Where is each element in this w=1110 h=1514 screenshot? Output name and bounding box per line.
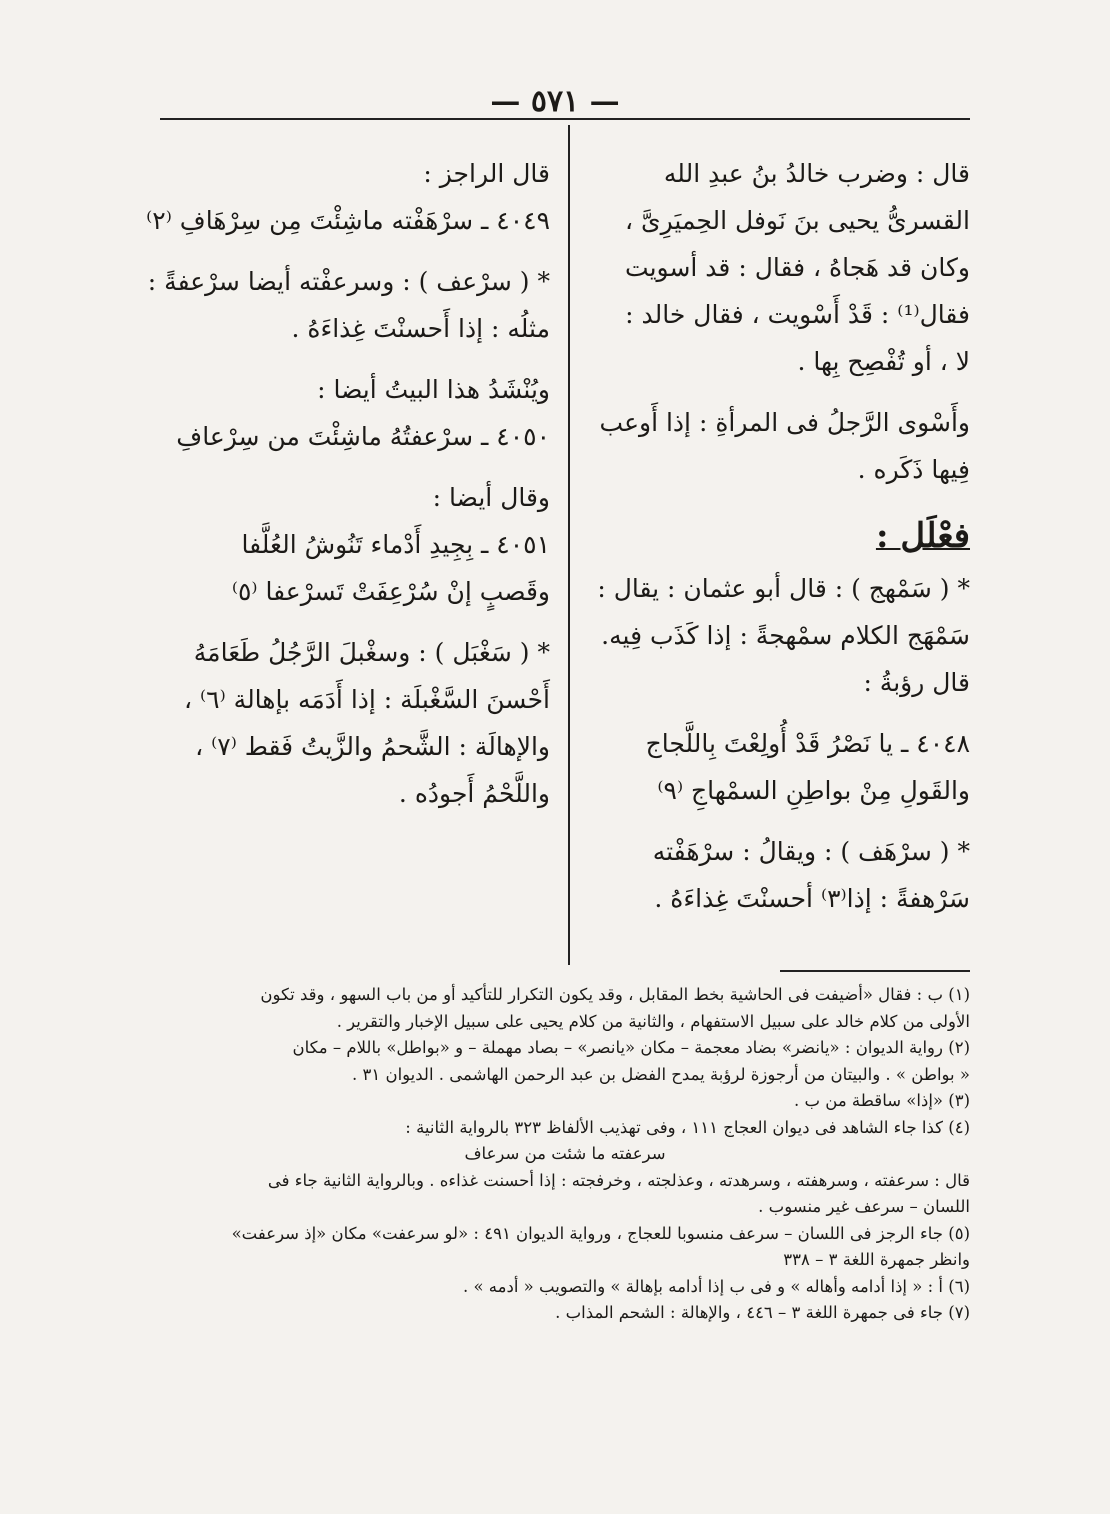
verse-line: ٤٠٥٠ ـ سرْعفتُهُ ماشِئْتَ من سِرْعافِ [176,422,550,451]
text-line: واللَّحْمُ أَجودُه . [398,779,550,808]
text-line: وكان قد هَجاهُ ، فقال : قد أسويت [625,253,970,282]
footnote-line: (٥) جاء الرجز فى اللسان – سرعف منسوبا للعجاج ، ورواية الديوان ٤٩١ : «لو سرعفت» مكان «إذ سرعفت» [231,1223,970,1243]
text-line: والإهالَة : الشَّحمُ والزَّيتُ فَقط ⁽٧⁾ ، [195,732,550,761]
text-line: فقال⁽¹⁾ : قَدْ أَسْويت ، فقال خالد : [625,300,970,329]
footnote-line: الأولى من كلام خالد على سبيل الاستفهام ، والثانية من كلام يحيى على سبيل الإخبار والتقرير . [336,1011,970,1031]
text-line: * ( سرْعف ) : وسرعفْته أيضا سرْعفةً : [147,267,550,296]
footnote-line: (١) ب : فقال «أضيفت فى الحاشية بخط المقابل ، وقد يكون التكرار للتأكيد أو من باب السهو ، وقد تكون [260,985,970,1004]
footnotes [160,982,970,1327]
footnote-line: اللسان – سرعف غير منسوب . [758,1197,970,1216]
footnote-line: (٢) رواية الديوان : «يانضر» بضاد معجمة – مكان «يانصر» – بصاد مهملة – و «بواطل» باللام – مكان [292,1038,970,1057]
page-number: — ٥٧١ — [490,84,620,119]
footnote-line: « بواطن » . والبيتان من أرجوزة لرؤبة يمدح الفضل بن عبد الرحمن الهاشمى . الديوان ٣١ . [351,1064,970,1084]
footnote-line: قال : سرعفته ، وسرهفته ، وسرهدته ، وعذلجته ، وخرفجته : إذا أحسنت غذاءه . وبالرواية الثانية جاء فى [267,1170,970,1190]
text-line: أَحْسنَ السَّغْبلَة : إذا أَدَمَه بإهالة ⁽٦⁾ ، [183,685,550,714]
footnote-line: (٤) كذا جاء الشاهد فى ديوان العجاج ١١١ ، وفى تهذيب الألفاظ ٣٢٣ بالرواية الثانية : [405,1117,970,1137]
text-line: قال رؤبةُ : [863,668,970,697]
text-line: * ( سَمْهج ) : قال أبو عثمان : يقال : [597,574,970,603]
text-line: وقال أيضا : [432,483,550,512]
column-divider [568,125,570,965]
text-line: القسرىُّ يحيى بنَ نَوفل الحِميَرِىَّ ، [625,206,970,235]
footnote-line: (٣) «إذا» ساقطة من ب . [794,1091,970,1110]
verse-line: وقَصبٍ إنْ سُرْعِفَتْ تَسرْعفا ⁽٥⁾ [231,577,550,606]
text-line: * ( سَغْبَل ) : وسغْبلَ الرَّجُلُ طَعَامَهُ [193,638,550,667]
text-line: * ( سرْهَف ) : ويقالُ : سرْهَفْته [652,837,970,866]
right-column [580,150,970,922]
footnote-line: (٦) أ : « إذا أدامه وأهاله » و فى ب إذا أدامه بإهالة » والتصويب « أدمه » . [462,1276,970,1296]
footnote-line: (٧) جاء فى جمهرة اللغة ٣ – ٤٤٦ ، والإهالة : الشحم المذاب . [555,1303,970,1322]
verse-line: ٤٠٥١ ـ بِجِيدِ أَدْماء تَنُوشُ العُلَّفا [241,530,550,559]
text-line: فِيها ذَكَره . [857,455,970,484]
text-line: وأَسْوى الرَّجلُ فى المرأةِ : إذا أَوعب [599,408,970,437]
left-column [146,150,550,817]
verse-line: والقَولِ مِنْ بواطِنِ السمْهاجِ ⁽٩⁾ [657,776,970,805]
verse-line: ٤٠٤٩ ـ سرْهَفْته ماشِئْتَ مِن سِرْهَافِ ⁽٢⁾ [146,206,550,235]
text-line: قال الراجز : [423,159,550,188]
footnote-line: وانظر جمهرة اللغة ٣ – ٣٣٨ [783,1250,970,1269]
footnote-rule [780,970,970,972]
text-line: لا ، أو تُفْصِح بِها . [797,347,970,376]
text-line: قال : وضرب خالدُ بنُ عبدِ الله [663,159,970,188]
text-line: سَرْهفةً : إذا⁽٣⁾ أحسنْتَ غِذاءَهُ . [654,884,970,913]
header-rule [160,118,970,120]
footnote-line: سرعفته ما شئت من سرعاف [464,1144,666,1163]
text-line: ويُنْشَدُ هذا البيتُ أيضا : [317,375,550,404]
text-line: سَمْهَج الكلام سمْهجةً : إذا كَذَب فِيه. [601,621,970,650]
text-line: مثلُه : إذا أَحسنْتَ غِذاءَهُ . [291,314,550,343]
section-heading-text: فعْلَل : [875,516,970,556]
section-heading [580,507,970,565]
verse-line: ٤٠٤٨ ـ يا نَصْرُ قَدْ أُولِعْتَ بِاللَّجاج [645,729,970,758]
